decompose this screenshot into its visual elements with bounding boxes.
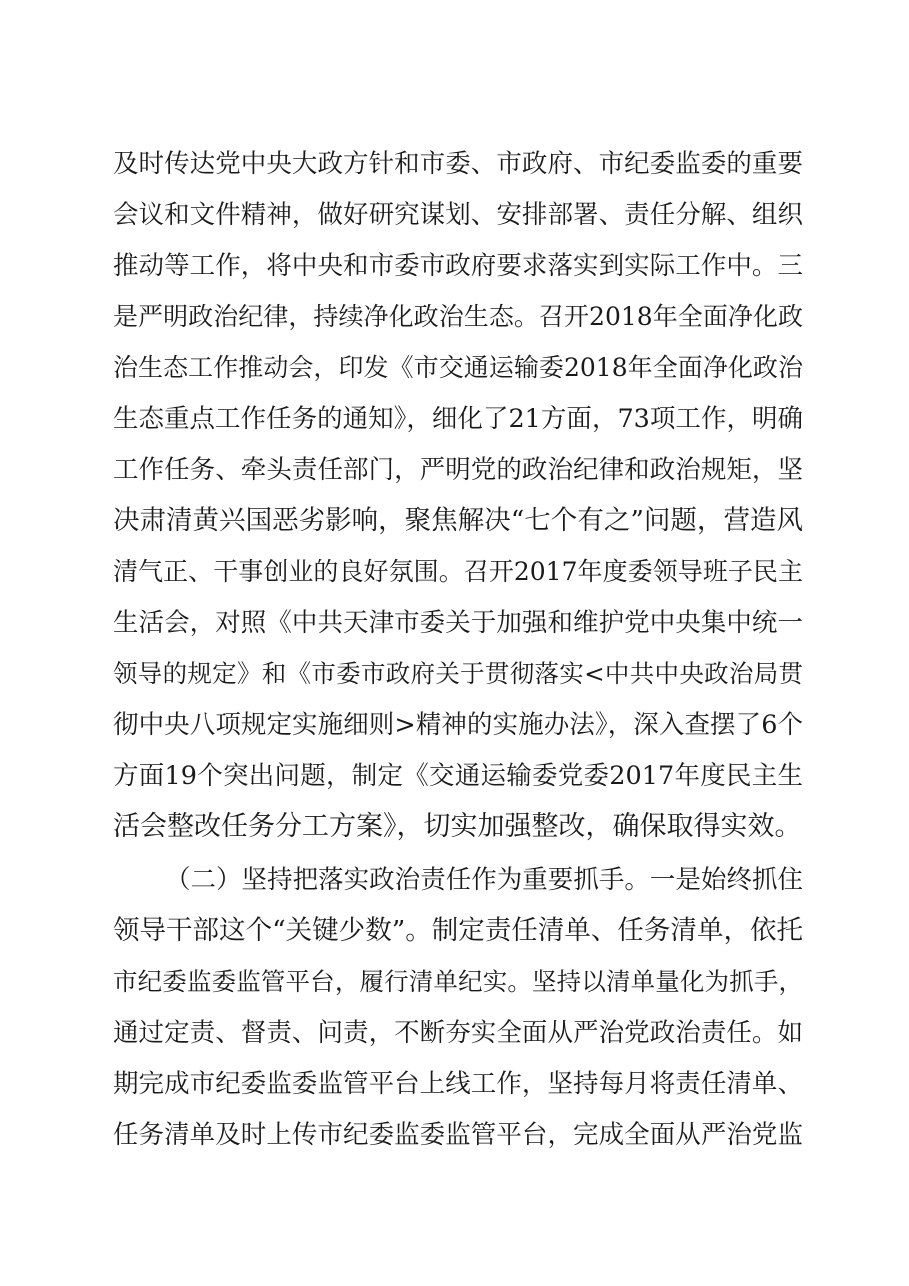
body-text-line: 治生态工作推动会，印发《市交通运输委2018年全面净化政治	[113, 353, 803, 382]
body-text-line: 通过定责、督责、问责，不断夯实全面从严治党政治责任。如	[113, 1018, 803, 1048]
body-text-line: 决肃清黄兴国恶劣影响，聚焦解决“七个有之”问题，营造风	[113, 505, 803, 536]
body-text-line: 及时传达党中央大政方针和市委、市政府、市纪委监委的重要	[113, 149, 803, 179]
body-text-line: 领导的规定》和《市委市政府关于贯彻落实<中共中央政治局贯	[113, 659, 803, 688]
paragraph-first-line: （二）坚持把落实政治责任作为重要抓手。一是始终抓住	[165, 865, 803, 895]
paragraph-last-line: 活会整改任务分工方案》，切实加强整改，确保取得实效。	[113, 811, 802, 842]
body-text-line: 领导干部这个“关键少数”。制定责任清单、任务清单，依托	[113, 915, 803, 946]
body-text-line: 生活会，对照《中共天津市委关于加强和维护党中央集中统一	[113, 608, 803, 638]
body-text-line: 推动等工作，将中央和市委市政府要求落实到实际工作中。三	[113, 251, 803, 281]
body-text-line: 是严明政治纪律，持续净化政治生态。召开2018年全面净化政	[113, 302, 803, 331]
body-text-line: 彻中央八项规定实施细则>精神的实施办法》，深入查摆了6个	[113, 710, 803, 740]
body-text-line: 生态重点工作任务的通知》，细化了21方面，73项工作，明确	[113, 404, 803, 434]
body-text-line: 期完成市纪委监委监管平台上线工作，坚持每月将责任清单、	[113, 1069, 803, 1099]
body-text-line: 清气正、干事创业的良好氛围。召开2017年度委领导班子民主	[113, 557, 803, 586]
body-text-line: 市纪委监委监管平台，履行清单纪实。坚持以清单量化为抓手，	[113, 967, 803, 996]
body-text-line: 工作任务、牵头责任部门，严明党的政治纪律和政治规矩，坚	[113, 455, 803, 485]
body-text-line: 会议和文件精神，做好研究谋划、安排部署、责任分解、组织	[113, 200, 803, 230]
body-text-line: 方面19个突出问题，制定《交通运输委党委2017年度民主生	[113, 761, 803, 791]
body-text-line: 任务清单及时上传市纪委监委监管平台，完成全面从严治党监	[113, 1120, 803, 1150]
